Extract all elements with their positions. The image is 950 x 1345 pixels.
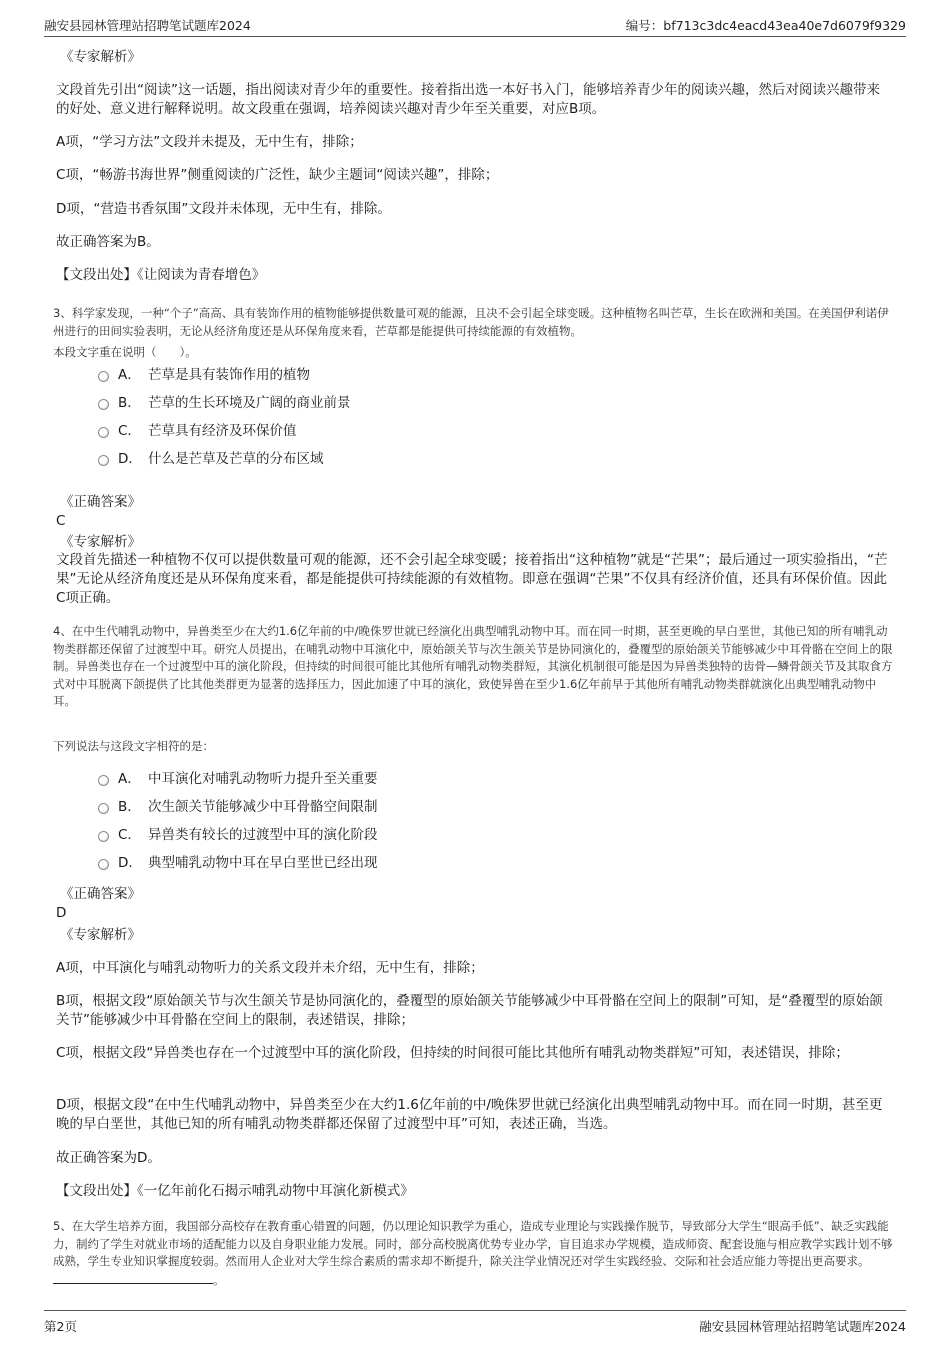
- header-serial: 编号：bf713c3dc4eacd43ea40e7d6079f9329: [625, 18, 906, 33]
- q4-stem: 4、在中生代哺乳动物中，异兽类至少在大约1.6亿年前的中/晚侏罗世就已经演化出典型哺乳动物中耳。而在同一时期，甚至更晚的早白垩世，其他已知的所有哺乳动物类群都还保留了过渡型中耳。研究人员提出，在哺乳动物中耳演化中，原始颌关节与次生颌关节是协同演化的，叠覆型的原始颌关节能够减少中耳骨骼在空间上的限制。异兽类也存在一个过渡型中耳的演化阶段，但持续的时间很可能比其他所有哺乳动物类群短，其演化机制很可能是因为异兽类独特的齿骨—鳞骨颌关节及其取食方式对中耳脱离下颌提供了比其他类群更为显著的选择压力，因此加速了中耳的演化，致使异兽在至少1.6亿年前早于其他所有哺乳动物类群就演化出典型哺乳动物中耳。: [53, 624, 893, 708]
- q4-source: 【文段出处】《一亿年前化石揭示哺乳动物中耳演化新模式》: [56, 1183, 414, 1199]
- q3-analysis-title: 《专家解析》: [60, 534, 141, 550]
- option-letter: C．: [118, 827, 141, 843]
- option-text: 中耳演化对哺乳动物听力提升至关重要: [148, 771, 378, 787]
- q4-answer: D: [56, 905, 67, 921]
- q4-option-d-note: D项，根据文段“在中生代哺乳动物中，异兽类至少在大约1.6亿年前的中/晚侏罗世就已经演化出典型哺乳动物中耳。而在同一时期，甚至更晚的早白垩世，其他已知的所有哺乳动物类群都还保留了过渡型中耳”可知，表述正确，当选。: [56, 1097, 883, 1132]
- q2-option-d-note: D项，“营造书香氛围”文段并未体现，无中生有，排除。: [56, 201, 391, 217]
- header-divider: [44, 36, 906, 37]
- q3-option-d[interactable]: [56, 450, 756, 478]
- radio-button-icon[interactable]: [98, 399, 109, 410]
- q3-analysis: 文段首先描述一种植物不仅可以提供数量可观的能源，还不会引起全球变暖；接着指出“这种植物”就是“芒果”；最后通过一项实验指出，“芒果”无论从经济角度还是从环保角度来看，都是能提供可持续能源的有效植物。即意在强调“芒果”不仅具有经济价值，还具有环保价值。因此C项正确。: [56, 552, 888, 606]
- option-text: 异兽类有较长的过渡型中耳的演化阶段: [148, 827, 378, 843]
- page-footer: [44, 1316, 906, 1336]
- option-letter: A．: [118, 771, 141, 787]
- footer-title: 融安县园林管理站招聘笔试题库2024: [699, 1319, 906, 1334]
- q4-analysis-title: 《专家解析》: [60, 927, 141, 943]
- page-header: [44, 14, 906, 34]
- option-text: 什么是芒草及芒草的分布区域: [148, 451, 324, 467]
- q4-option-b-note: B项，根据文段“原始颌关节与次生颌关节是协同演化的，叠覆型的原始颌关节能够减少中耳骨骼在空间上的限制”可知，是“叠覆型的原始颌关节”能够减少中耳骨骼在空间上的限制，表述错误，排除；: [56, 993, 883, 1028]
- option-letter: B．: [118, 395, 141, 411]
- q4-option-c-note: C项，根据文段“异兽类也存在一个过渡型中耳的演化阶段，但持续的时间很可能比其他所有哺乳动物类群短”可知，表述错误，排除；: [56, 1045, 849, 1061]
- footer-page-number: 第2页: [44, 1319, 77, 1334]
- q2-option-a-note: A项，“学习方法”文段并未提及，无中生有，排除；: [56, 134, 363, 150]
- radio-button-icon[interactable]: [98, 427, 109, 438]
- q2-conclusion: 故正确答案为B。: [56, 234, 160, 250]
- q4-conclusion: 故正确答案为D。: [56, 1150, 161, 1166]
- header-title: 融安县园林管理站招聘笔试题库2024: [44, 18, 251, 33]
- option-letter: C．: [118, 423, 141, 439]
- q2-source: 【文段出处】《让阅读为青春增色》: [56, 267, 266, 283]
- option-letter: A．: [118, 367, 141, 383]
- q3-answer: C: [56, 513, 66, 529]
- q3-options: [56, 366, 756, 478]
- radio-button-icon[interactable]: [98, 371, 109, 382]
- radio-button-icon[interactable]: [98, 455, 109, 466]
- q3-stem: 3、科学家发现，一种“个子”高高、具有装饰作用的植物能够提供数量可观的能源，且决不会引起全球变暖。这种植物名叫芒草，生长在欧洲和美国。在美国伊利诺伊州进行的田间实验表明，无论从经济角度还是从环保角度来看，芒草都是能提供可持续能源的有效植物。: [53, 306, 889, 338]
- radio-button-icon[interactable]: [98, 775, 109, 786]
- q5-stem-end: 。: [213, 1272, 225, 1287]
- q5-stem: [53, 1218, 895, 1289]
- q4-answer-title: 《正确答案》: [60, 886, 141, 902]
- q2-analysis-title: 《专家解析》: [60, 49, 141, 65]
- option-letter: B．: [118, 799, 141, 815]
- q4-option-b[interactable]: [56, 798, 756, 826]
- option-text: 典型哺乳动物中耳在早白垩世已经出现: [148, 855, 378, 871]
- option-letter: D．: [118, 855, 142, 871]
- q2-option-c-note: C项，“畅游书海世界”侧重阅读的广泛性，缺少主题词“阅读兴趣”，排除；: [56, 167, 499, 183]
- footer-divider: [44, 1310, 906, 1311]
- q4-option-a-note: A项，中耳演化与哺乳动物听力的关系文段并未介绍，无中生有，排除；: [56, 960, 484, 976]
- option-text: 芒草具有经济及环保价值: [148, 423, 297, 439]
- option-letter: D．: [118, 451, 142, 467]
- q3-question: 本段文字重在说明（ ）。: [53, 345, 197, 359]
- option-text: 芒草的生长环境及广阔的商业前景: [148, 395, 351, 411]
- radio-button-icon[interactable]: [98, 859, 109, 870]
- q3-option-a[interactable]: [56, 366, 756, 394]
- radio-button-icon[interactable]: [98, 803, 109, 814]
- radio-button-icon[interactable]: [98, 831, 109, 842]
- answer-blank[interactable]: [53, 1271, 213, 1284]
- option-text: 芒草是具有装饰作用的植物: [148, 367, 310, 383]
- q4-question: 下列说法与这段文字相符的是：: [53, 739, 214, 753]
- q3-option-b[interactable]: [56, 394, 756, 422]
- q4-option-c[interactable]: [56, 826, 756, 854]
- q4-options: [56, 770, 756, 882]
- q3-option-c[interactable]: [56, 422, 756, 450]
- q4-option-a[interactable]: [56, 770, 756, 798]
- q2-analysis: 文段首先引出“阅读”这一话题，指出阅读对青少年的重要性。接着指出选一本好书入门，能够培养青少年的阅读兴趣，然后对阅读兴趣带来的好处、意义进行解释说明。故文段重在强调，培养阅读兴趣对青少年至关重要，对应B项。: [56, 82, 880, 117]
- q5-stem-text: 5、在大学生培养方面，我国部分高校存在教育重心错置的问题，仍以理论知识教学为重心，造成专业理论与实践操作脱节，导致部分大学生“眼高手低”、缺乏实践能力，制约了学生对就业市场的适配能力以及自身职业能力发展。同时，部分高校脱离优势专业办学，盲目追求办学规模，造成师资、配套设施与相应教学实践计划不够成熟，学生专业知识掌握度较弱。然而用人企业对大学生综合素质的需求却不断提升，除关注学业情况还对学生实践经验、交际和社会适应能力等提出更高要求。: [53, 1219, 893, 1268]
- option-text: 次生颌关节能够减少中耳骨骼空间限制: [148, 799, 378, 815]
- q4-option-d[interactable]: [56, 854, 756, 882]
- q3-answer-title: 《正确答案》: [60, 494, 141, 510]
